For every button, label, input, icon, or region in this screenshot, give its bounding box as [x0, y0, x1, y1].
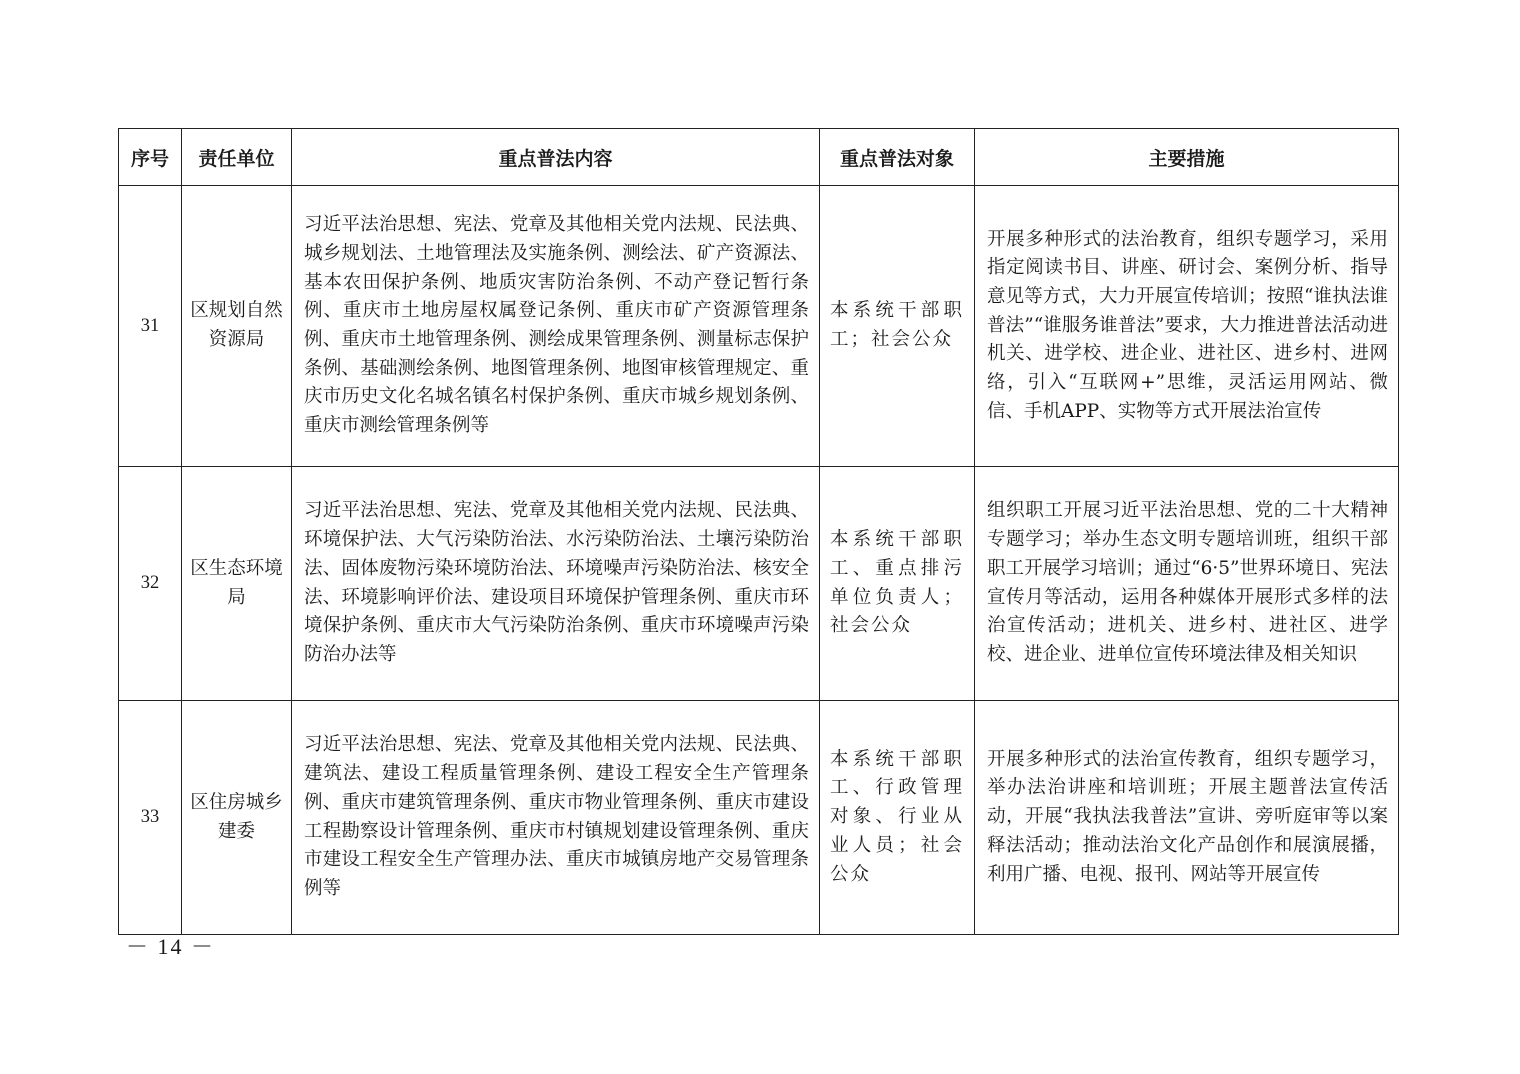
table-row — [119, 186, 1399, 467]
row-unit: 区生态环境局 — [182, 467, 292, 701]
row-content: 习近平法治思想、宪法、党章及其他相关党内法规、民法典、城乡规划法、土地管理法及实施条例、测绘法、矿产资源法、基本农田保护条例、地质灾害防治条例、不动产登记暂行条例、重庆市土地房屋权属登记条例、重庆市矿产资源管理条例、重庆市土地管理条例、测绘成果管理条例、测量标志保护条例、基础测绘条例、地图管理条例、地图审核管理规定、重庆市历史文化名城名镇名村保护条例、重庆市城乡规划条例、重庆市测绘管理条例等 — [292, 186, 820, 467]
row-target: 本系统干部职工、行政管理对象、行业从业人员；社会公众 — [820, 701, 975, 935]
row-number: 31 — [119, 186, 182, 467]
row-content: 习近平法治思想、宪法、党章及其他相关党内法规、民法典、环境保护法、大气污染防治法、水污染防治法、土壤污染防治法、固体废物污染环境防治法、环境噪声污染防治法、核安全法、环境影响评价法、建设项目环境保护管理条例、重庆市环境保护条例、重庆市大气污染防治条例、重庆市环境噪声污染防治办法等 — [292, 467, 820, 701]
row-measures: 组织职工开展习近平法治思想、党的二十大精神专题学习；举办生态文明专题培训班，组织干部职工开展学习培训；通过“6·5”世界环境日、宪法宣传月等活动，运用各种媒体开展形式多样的法治宣传活动；进机关、进乡村、进社区、进学校、进企业、进单位宣传环境法律及相关知识 — [975, 467, 1399, 701]
header-serial-number: 序号 — [119, 129, 182, 186]
row-target: 本系统干部职工；社会公众 — [820, 186, 975, 467]
page-number: － 14 － — [126, 934, 216, 959]
row-number: 32 — [119, 467, 182, 701]
row-measures: 开展多种形式的法治宣传教育，组织专题学习，举办法治讲座和培训班；开展主题普法宣传活动，开展“我执法我普法”宣讲、旁听庭审等以案释法活动；推动法治文化产品创作和展演展播，利用广播、电视、报刊、网站等开展宣传 — [975, 701, 1399, 935]
row-measures: 开展多种形式的法治教育，组织专题学习，采用指定阅读书目、讲座、研讨会、案例分析、指导意见等方式，大力开展宣传培训；按照“谁执法谁普法”“谁服务谁普法”要求，大力推进普法活动进机关、进学校、进企业、进社区、进乡村、进网络，引入“互联网+”思维，灵活运用网站、微信、手机APP、实物等方式开展法治宣传 — [975, 186, 1399, 467]
row-unit: 区规划自然资源局 — [182, 186, 292, 467]
table-row — [119, 701, 1399, 935]
table-header-row — [119, 129, 1399, 186]
row-target: 本系统干部职工、重点排污单位负责人；社会公众 — [820, 467, 975, 701]
row-number: 33 — [119, 701, 182, 935]
table-row — [119, 467, 1399, 701]
header-responsible-unit: 责任单位 — [182, 129, 292, 186]
law-promotion-table — [118, 128, 1399, 935]
header-key-content: 重点普法内容 — [292, 129, 820, 186]
header-key-target: 重点普法对象 — [820, 129, 975, 186]
row-content: 习近平法治思想、宪法、党章及其他相关党内法规、民法典、建筑法、建设工程质量管理条例、建设工程安全生产管理条例、重庆市建筑管理条例、重庆市物业管理条例、重庆市建设工程勘察设计管理条例、重庆市村镇规划建设管理条例、重庆市建设工程安全生产管理办法、重庆市城镇房地产交易管理条例等 — [292, 701, 820, 935]
header-main-measures: 主要措施 — [975, 129, 1399, 186]
row-unit: 区住房城乡建委 — [182, 701, 292, 935]
